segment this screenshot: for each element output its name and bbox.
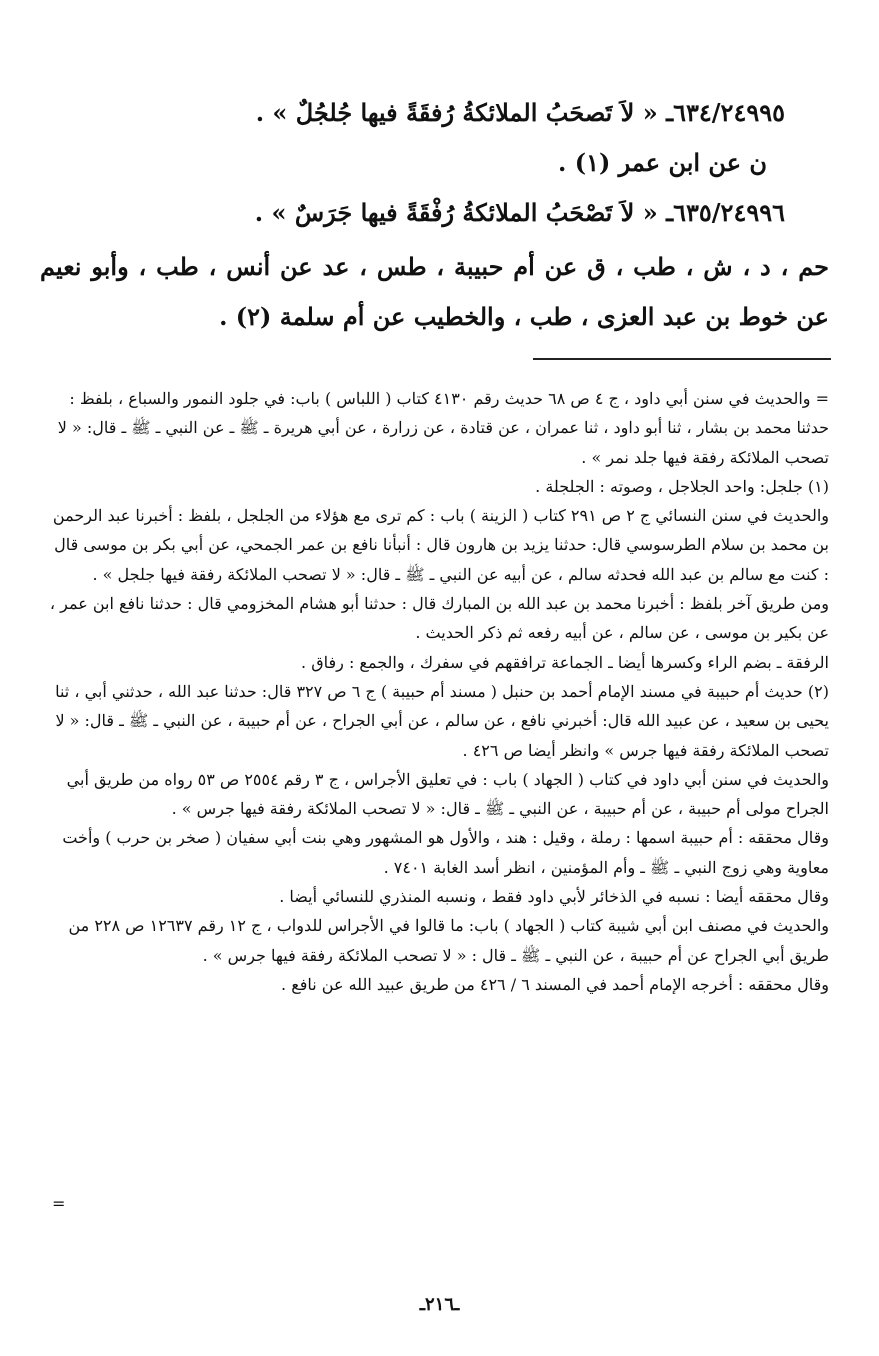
footnote-paragraph: (٢) حديث أم حبيبة في مسند الإمام أحمد بن حنبل ( مسند أم حبيبة ) ج ٦ ص ٣٢٧ قال: حدثنا عبد الله ، حدثني أبي ، ثنا يحيى بن سعيد ، عن عبيد الله قال: أخبرني نافع ، عن سالم ، عن أبي الجراح ، عن أم حبيبة ، عن النبي ـ ﷺ ـ قال: « لا تصحب الملائكة رفقة فيها جرس » وانظر أيضا ص ٤٢٦ . <box>55 681 829 760</box>
footnote-paragraph: والحديث في مصنف ابن أبي شيبة كتاب ( الجهاد ) باب: ما قالوا في الأجراس للدواب ، ج ١٢ رقم ١٢٦٣٧ ص ٢٢٨ من طريق أبي الجراح عن أم حبيبة ، عن النبي ـ ﷺ ـ قال : « لا تصحب الملائكة رفقة فيها جرس » . <box>68 916 829 965</box>
page-number: ـ٢١٦ـ <box>419 1294 460 1315</box>
footnote-paragraph: ومن طريق آخر بلفظ : أخبرنا محمد بن عبد الله بن المبارك قال : حدثنا أبو هشام المخزومي قال : حدثنا نافع ابن عمر ، عن بكير بن موسى ، عن سالم ، عن أبيه رفعه ثم ذكر الحديث . <box>49 594 829 643</box>
main-text <box>40 88 829 342</box>
footnote-separator <box>533 358 831 360</box>
footnote-paragraph: = والحديث في سنن أبي داود ، ج ٤ ص ٦٨ حديث رقم ٤١٣٠ كتاب ( اللباس ) باب: في جلود النمور والسباع ، بلفظ : حدثنا محمد بن بشار ، ثنا أبو داود ، ثنا عمران ، عن قتادة ، عن زرارة ، عن أبي هريرة ـ ﷺ ـ عن النبي ـ ﷺ ـ قال: « لا تصحب الملائكة رفقة فيها جلد نمر » . <box>57 389 829 467</box>
footnote-paragraph: وقال محققه : أخرجه الإمام أحمد في المسند ٦ / ٤٢٦ من طريق عبيد الله عن نافع . <box>281 974 829 994</box>
footnote-paragraph: والحديث في سنن النسائي ج ٢ ص ٢٩١ كتاب ( الزينة ) باب : كم ترى مع هؤلاء من الجلجل ، بلفظ : أخبرنا عبد الرحمن بن محمد بن سلام الطرسوسي قال: حدثنا يزيد بن هارون قال : أنبأنا نافع بن عمر الجمحي، عن أبي بكر بن موسى قال : كنت مع سالم بن عبد الله فحدثه سالم ، عن أبيه عن النبي ـ ﷺ ـ قال: « لا تصحب الملائكة رفقة فيها جلجل » . <box>52 506 829 584</box>
footnote-paragraph: والحديث في سنن أبي داود في كتاب ( الجهاد ) باب : في تعليق الأجراس ، ج ٣ رقم ٢٥٥٤ ص ٥٣ رواه من طريق أبي الجراح مولى أم حبيبة ، عن أم حبيبة ، عن النبي ـ ﷺ ـ قال: « لا تصحب الملائكة رفقة فيها جرس » . <box>66 769 829 819</box>
footnote-paragraph: وقال محققه : أم حبيبة اسمها : رملة ، وقيل : هند ، والأول هو المشهور وهي بنت أبي سفيان ( صخر بن حرب ) وأخت معاوية وهي زوج النبي ـ ﷺ ـ وأم المؤمنين ، انظر أسد الغابة ٧٤٠١ . <box>62 828 829 877</box>
footnote-paragraph: وقال محققه أيضا : نسبه في الذخائر لأبي داود فقط ، ونسبه المنذري للنسائي أيضا . <box>279 887 829 907</box>
continuation-mark: = <box>52 1194 66 1213</box>
hadith-635: ٦٣٥/٢٤٩٩٦ـ « لاَ تَصْحَبُ الملائكةُ رُفْقَةً فيها جَرَسٌ » . <box>254 198 785 227</box>
footnotes <box>48 384 829 999</box>
hadith-634: ٦٣٤/٢٤٩٩٥ـ « لاَ تَصحَبُ الملائكةُ رُفقَةً فيها جُلجُلٌ » . <box>255 98 785 127</box>
footnote-paragraph: الرفقة ـ بضم الراء وكسرها أيضا ـ الجماعة ترافقهم في سفرك ، والجمع : رفاق . <box>301 652 829 672</box>
hadith-634-source: ن عن ابن عمر (١) . <box>557 148 767 177</box>
footnote-paragraph: (١) جلجل: واحد الجلاجل ، وصوته : الجلجلة . <box>535 476 829 496</box>
hadith-635-source: حم ، د ، ش ، طب ، ق عن أم حبيبة ، طس ، عد عن أنس ، طب ، وأبو نعيم عن خوط بن عبد العزى ، طب ، والخطيب عن أم سلمة (٢) . <box>40 252 829 331</box>
